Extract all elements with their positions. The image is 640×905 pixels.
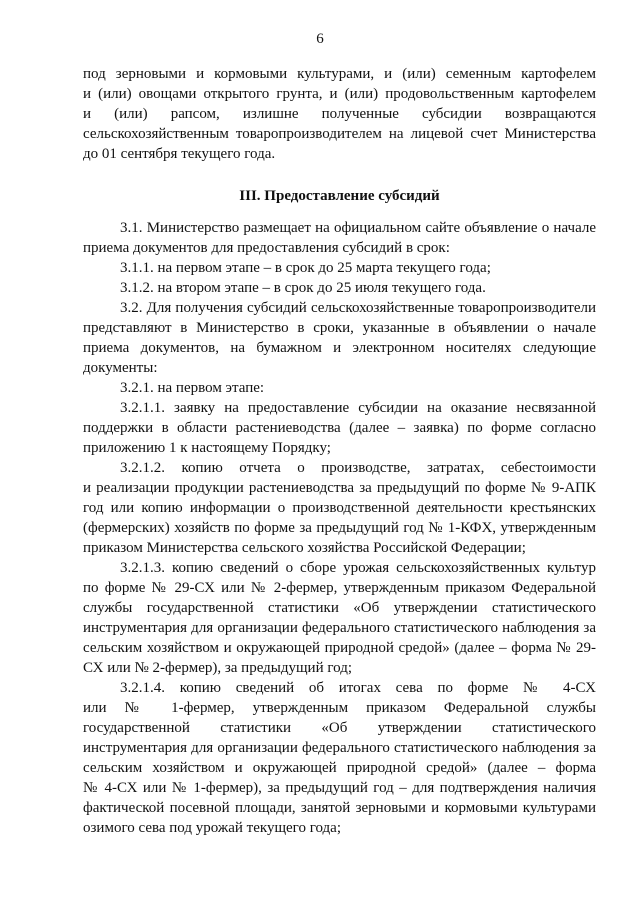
- text-line: 3.2.1.1. заявку на предоставление субсидии на оказание несвязанной: [120, 400, 596, 416]
- text-line: 3.1. Министерство размещает на официальном сайте объявление о начале: [120, 220, 596, 236]
- text-line: фактической посевной площади, занятой зерновыми и кормовыми культурами: [83, 800, 596, 816]
- text-line: 3.2.1.2. копию отчета о производстве, затратах, себестоимости: [120, 460, 596, 476]
- paragraph-3-2-1-1: [83, 398, 596, 458]
- text-line: 3.2.1.4. копию сведений об итогах сева по форме № 4-СХ: [120, 680, 596, 696]
- text-line: приказом Министерства сельского хозяйства Российской Федерации;: [83, 540, 526, 556]
- text-line: 3.1.1. на первом этапе – в срок до 25 марта текущего года;: [120, 260, 491, 276]
- text-line: до 01 сентября текущего года.: [83, 146, 276, 162]
- text-line: инструментария для организации федерального статистического наблюдения за: [83, 740, 596, 756]
- paragraph-3-2-1-4: [83, 678, 596, 838]
- paragraph-3-1-1: [83, 258, 596, 278]
- text-line: службы государственной статистики «Об утверждении статистического: [83, 600, 596, 616]
- text-line: представляют в Министерство в сроки, указанные в объявлении о начале: [83, 320, 596, 336]
- text-line: инструментария для организации федерального статистического наблюдения за: [83, 620, 596, 636]
- text-line: 3.2. Для получения субсидий сельскохозяйственные товаропроизводители: [120, 300, 596, 316]
- text-line: и (или) овощами открытого грунта, и (или) продовольственным картофелем: [83, 86, 596, 102]
- text-line: 3.1.2. на втором этапе – в срок до 25 июля текущего года.: [120, 280, 486, 296]
- intro-paragraph: [83, 64, 596, 164]
- text-line: сельскохозяйственным товаропроизводителем на лицевой счет Министерства: [83, 126, 596, 142]
- text-line: по форме № 29-СХ или № 2-фермер, утвержденным приказом Федеральной: [83, 580, 596, 596]
- text-line: приложению 1 к настоящему Порядку;: [83, 440, 331, 456]
- page-number: 6: [316, 31, 324, 47]
- text-line: государственной статистики «Об утверждении статистического: [83, 720, 596, 736]
- text-line: приема документов для предоставления субсидий в срок:: [83, 240, 450, 256]
- text-line: документы:: [83, 360, 158, 376]
- text-line: и реализации продукции растениеводства за предыдущий по форме № 9-АПК: [83, 480, 596, 496]
- text-line: приема документов, на бумажном и электронном носителях следующие: [83, 340, 596, 356]
- text-line: озимого сева под урожай текущего года;: [83, 820, 341, 836]
- paragraph-3-2: [83, 298, 596, 378]
- section-heading: III. Предоставление субсидий: [239, 188, 440, 204]
- paragraph-3-2-1-2: [83, 458, 596, 558]
- paragraph-3-1: [83, 218, 596, 258]
- text-line: год или копию информации о производственной деятельности крестьянских: [83, 500, 596, 516]
- text-line: 3.2.1. на первом этапе:: [120, 380, 265, 396]
- text-line: сельским хозяйством и окружающей природной средой» (далее – форма № 29-: [83, 640, 596, 656]
- paragraph-3-2-1: [83, 378, 596, 398]
- text-line: 3.2.1.3. копию сведений о сборе урожая сельскохозяйственных культур: [120, 560, 596, 576]
- text-line: № 4-СХ или № 1-фермер), за предыдущий год – для подтверждения наличия: [83, 780, 596, 796]
- paragraph-3-2-1-3: [83, 558, 596, 678]
- text-line: и (или) рапсом, излишне полученные субсидии возвращаются: [83, 106, 596, 122]
- paragraph-3-1-2: [83, 278, 596, 298]
- text-line: сельским хозяйством и окружающей природной средой» (далее – форма: [83, 760, 596, 776]
- text-line: (фермерских) хозяйств по форме за предыдущий год № 1-КФХ, утвержденным: [83, 520, 596, 536]
- text-line: СХ или № 2-фермер), за предыдущий год;: [83, 660, 353, 676]
- text-line: или № 1-фермер, утвержденным приказом Федеральной службы: [83, 700, 596, 716]
- text-line: поддержки в области растениеводства (далее – заявка) по форме согласно: [83, 420, 596, 436]
- text-line: под зерновыми и кормовыми культурами, и (или) семенным картофелем: [83, 66, 596, 82]
- document-body: [83, 64, 596, 838]
